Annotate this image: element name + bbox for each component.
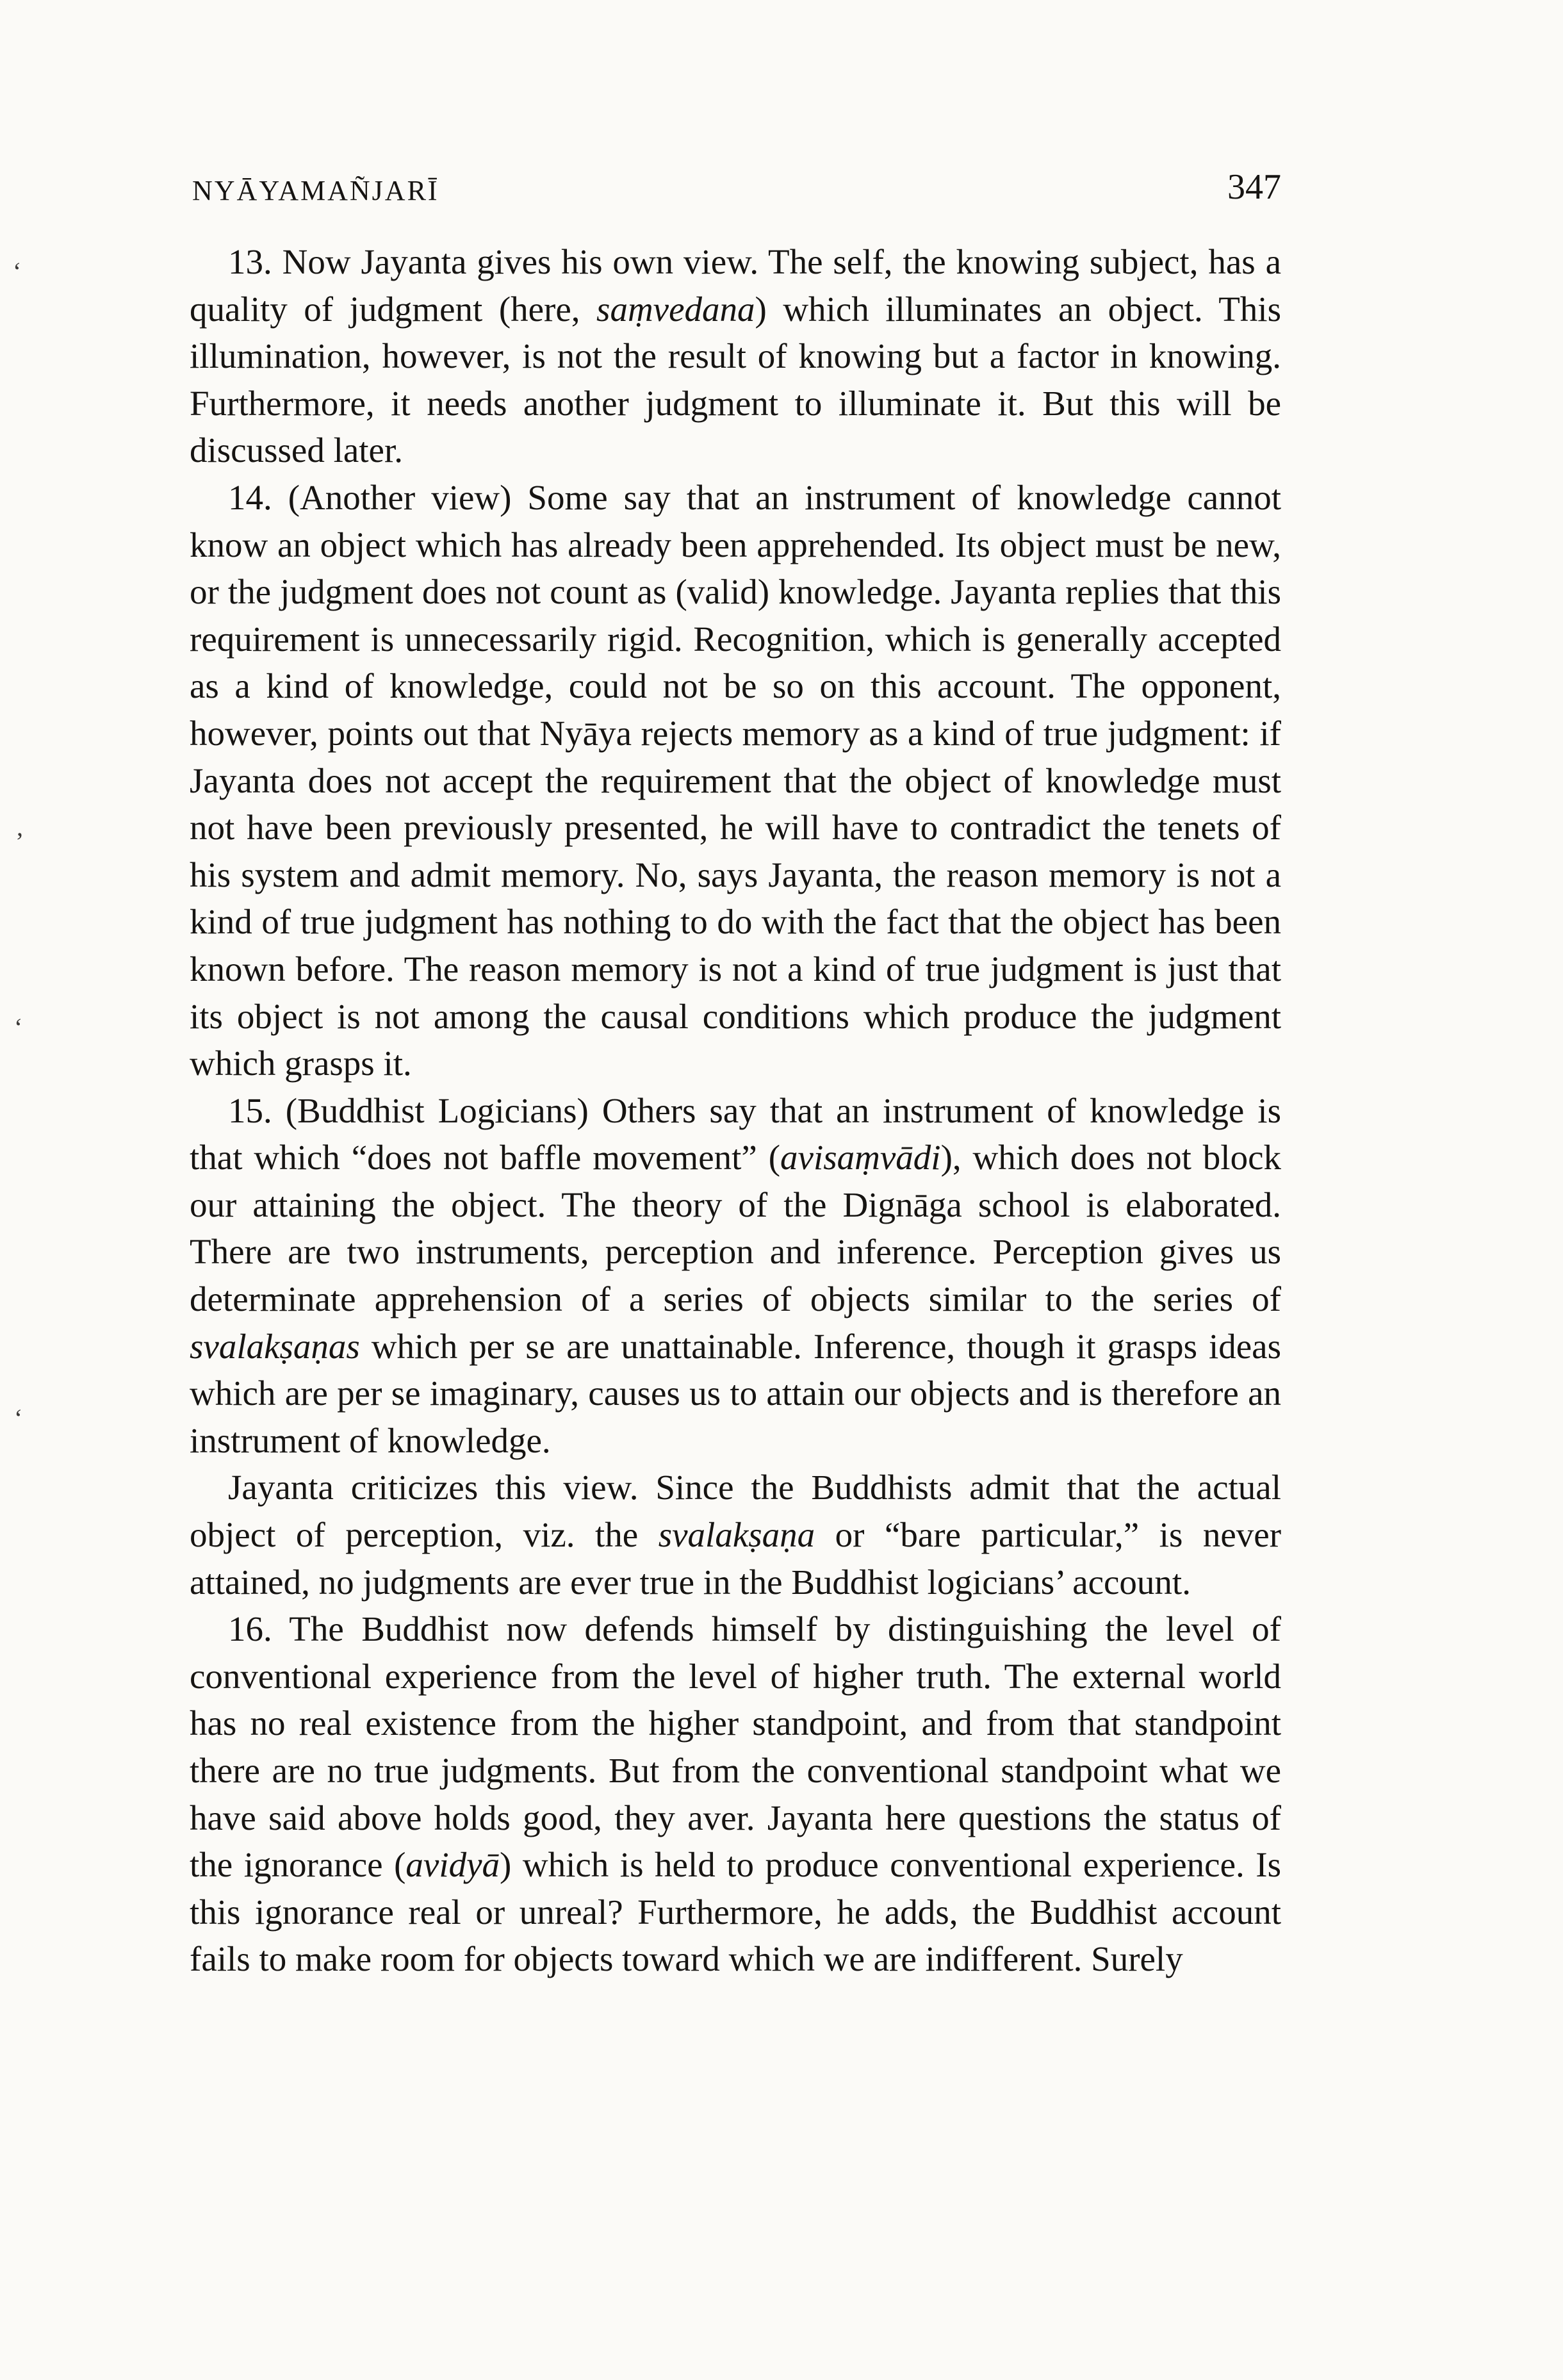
text-run: ) which is held to produce conventional experience. Is this ignorance real or unreal? Furthermore, he adds, the Buddhist account fails to make room for objects toward which we are indifferent. Surely xyxy=(190,1845,1281,1979)
italic-term: saṃvedana xyxy=(596,289,755,329)
text-run: 13. Now Jayanta gives his own view. The self, the knowing subject, has a quality of judgment (here, xyxy=(190,242,1281,329)
text-run: or “bare particular,” is never attained, no judgments are ever true in the Buddhist logicians’ account. xyxy=(190,1515,1282,1602)
scan-mark: ‘ xyxy=(13,257,22,286)
paragraph-14 xyxy=(190,474,1281,1087)
text-run: which per se are unattainable. Inference, though it grasps ideas which are per se imaginary, causes us to attain our objects and is therefore an instrument of knowledge. xyxy=(190,1326,1281,1460)
scan-mark: ’ xyxy=(15,827,24,856)
page-number: 347 xyxy=(1227,167,1281,207)
paragraph-15-criticism xyxy=(190,1464,1281,1605)
italic-term: avisaṃvādi xyxy=(780,1138,941,1178)
page-body xyxy=(190,238,1281,1983)
italic-term: svalakṣaṇas xyxy=(190,1326,360,1366)
paragraph-13 xyxy=(190,238,1281,474)
text-run: ) which illuminates an object. This illumination, however, is not the result of knowing but a factor in knowing. Furthermore, it needs another judgment to illuminate it. But this will be discussed later. xyxy=(190,289,1281,470)
scan-mark: ‘ xyxy=(14,1404,23,1432)
text-run: 14. (Another view) Some say that an instrument of knowledge cannot know an object which has already been apprehended. Its object must be new, or the judgment does not count as (valid) knowledge. Jayanta replies that this requirement is unnecessarily rigid. Recognition, which is generally accepted as a kind of knowledge, could not be so on this account. The opponent, however, points out that Nyāya rejects memory as a kind of true judgment: if Jayanta does not accept the requirement that the object of knowledge must not have been previously presented, he will have to contradict the tenets of his system and admit memory. No, says Jayanta, the reason memory is not a kind of true judgment has nothing to do with the fact that the object has been known before. The reason memory is not a kind of true judgment is just that its object is not among the causal conditions which produce the judgment which grasps it. xyxy=(190,477,1281,1083)
scan-mark: ‘ xyxy=(14,1013,23,1042)
text-run: Jayanta criticizes this view. Since the Buddhists admit that the actual object of perception, viz. the xyxy=(190,1468,1281,1555)
text-run: ), which does not block our attaining the object. The theory of the Dignāga school is elaborated. There are two instruments, perception and inference. Perception gives us determinate apprehension of a series of objects similar to the series of xyxy=(190,1138,1282,1319)
running-head: NYĀYAMAÑJARĪ xyxy=(192,175,439,206)
italic-term: svalakṣaṇa xyxy=(658,1515,815,1555)
text-run: 16. The Buddhist now defends himself by distinguishing the level of conventional experience from the level of higher truth. The external world has no real existence from the higher standpoint, and from that standpoint there are no true judgments. But from the conventional standpoint what we have said above holds good, they aver. Jayanta here questions the status of the ignorance ( xyxy=(190,1609,1281,1885)
paragraph-16 xyxy=(190,1605,1281,1983)
text-run: 15. (Buddhist Logicians) Others say that an instrument of knowledge is that which “does not baffle movement” ( xyxy=(190,1090,1281,1178)
italic-term: avidyā xyxy=(405,1845,500,1885)
page-header xyxy=(192,167,1281,213)
paragraph-15 xyxy=(190,1087,1281,1465)
